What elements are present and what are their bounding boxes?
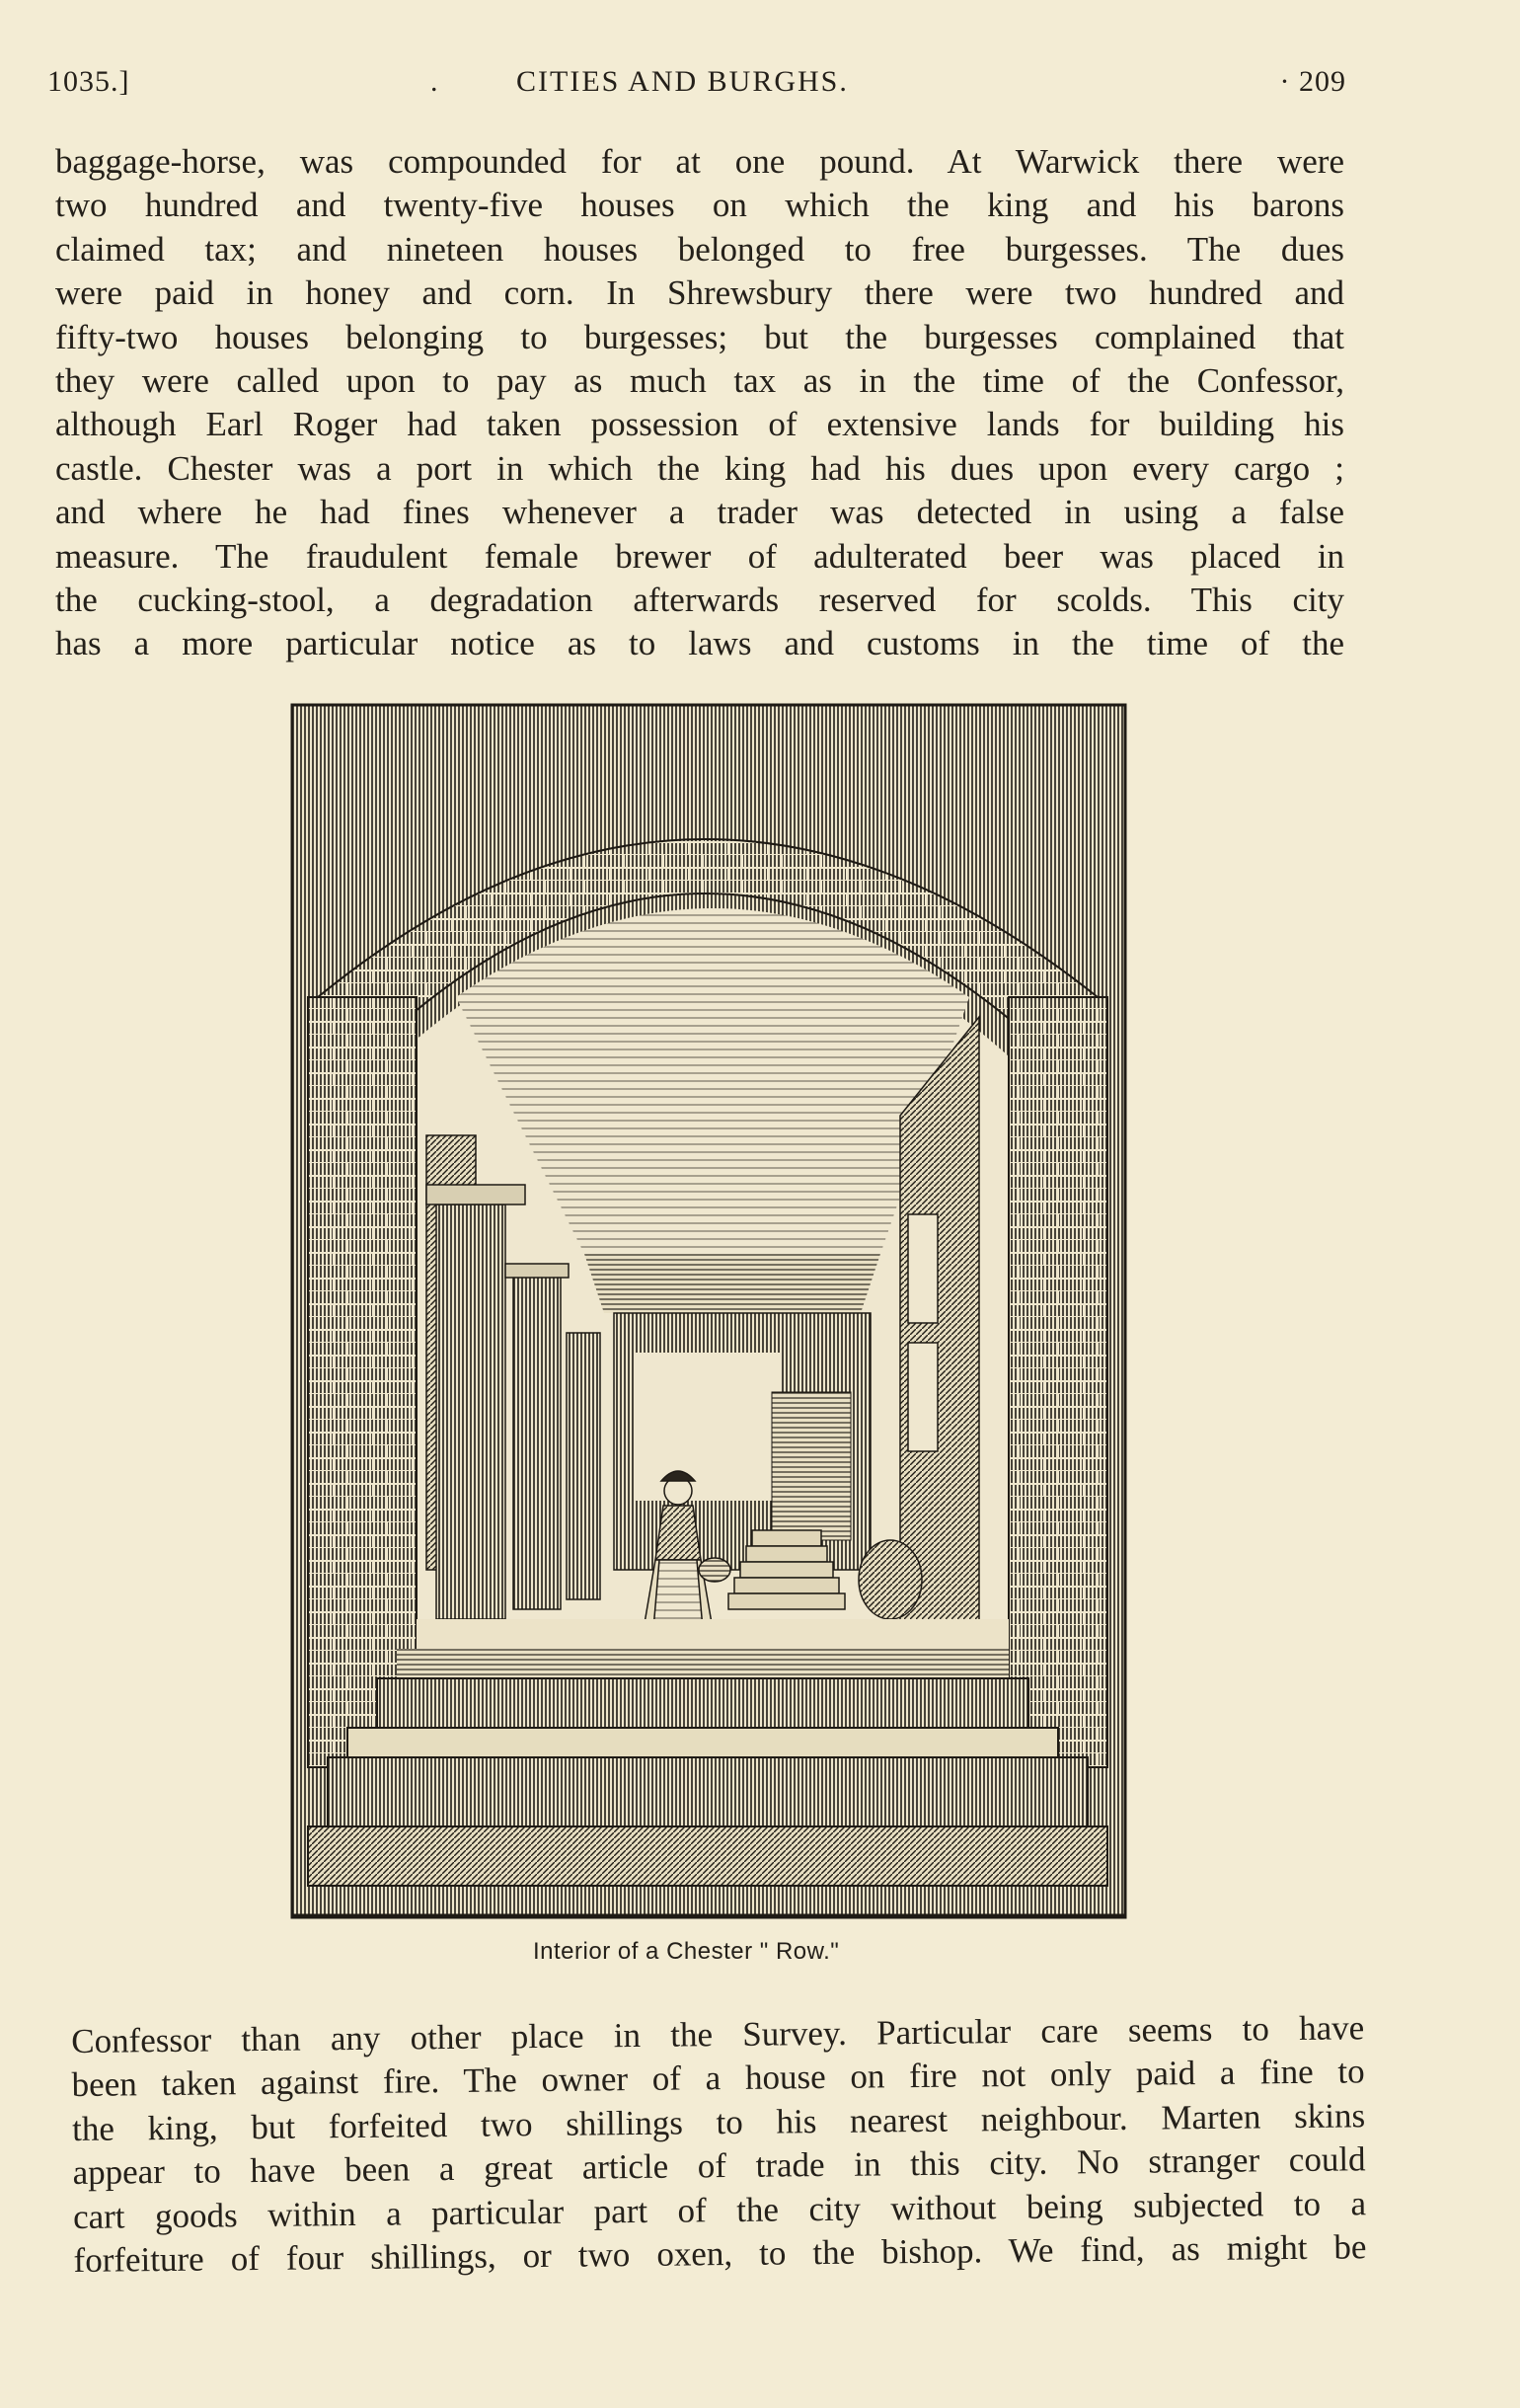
header-dot: . — [430, 65, 439, 98]
text-line: they were called upon to pay as much tax as in the time of the Confessor, — [55, 361, 1344, 401]
text-line: fifty-two houses belonging to burgesses; but the burgesses complained that — [55, 317, 1344, 356]
text-line: cart goods within a particular part of the city without being subjected to a — [72, 2183, 1367, 2236]
text-line: forfeiture of four shillings, or two oxen, to the bishop. We find, as might be — [73, 2227, 1367, 2281]
text-line: the cucking-stool, a degradation afterwards reserved for scolds. This city — [55, 581, 1344, 620]
text-line: and where he had fines whenever a trader was detected in using a false — [55, 493, 1344, 532]
text-line: been taken against fire. The owner of a house on fire not only paid a fine to — [71, 2052, 1365, 2105]
figure-caption: Interior of a Chester " Row." — [533, 1938, 840, 1965]
page-number: · 209 — [1279, 65, 1346, 98]
text-line: appear to have been a great article of trade in this city. No stranger could — [72, 2139, 1366, 2193]
text-line: two hundred and twenty-five houses on which the king and his barons — [55, 186, 1344, 225]
body-text-bottom — [71, 2006, 1367, 2283]
header-title: CITIES AND BURGHS. — [516, 65, 849, 98]
text-line: were paid in honey and corn. In Shrewsbury there were two hundred and — [55, 273, 1344, 313]
text-line: although Earl Roger had taken possession of extensive lands for building his — [55, 405, 1344, 444]
body-text-top — [55, 140, 1344, 666]
text-line: the king, but forfeited two shillings to his nearest neighbour. Marten skins — [71, 2096, 1366, 2148]
text-line: has a more particular notice as to laws and customs in the time of the — [55, 624, 1344, 663]
header-year: 1035.] — [47, 65, 130, 98]
text-line: measure. The fraudulent female brewer of adulterated beer was placed in — [55, 536, 1344, 576]
running-header — [47, 65, 1346, 115]
chester-row-engraving — [288, 701, 1129, 1921]
text-line: baggage-horse, was compounded for at one pound. At Warwick there were — [55, 142, 1344, 181]
text-line: Confessor than any other place in the Survey. Particular care seems to have — [71, 2008, 1365, 2060]
text-line: claimed tax; and nineteen houses belonged to free burgesses. The dues — [55, 229, 1344, 269]
text-line: castle. Chester was a port in which the king had his dues upon every cargo ; — [55, 448, 1344, 488]
